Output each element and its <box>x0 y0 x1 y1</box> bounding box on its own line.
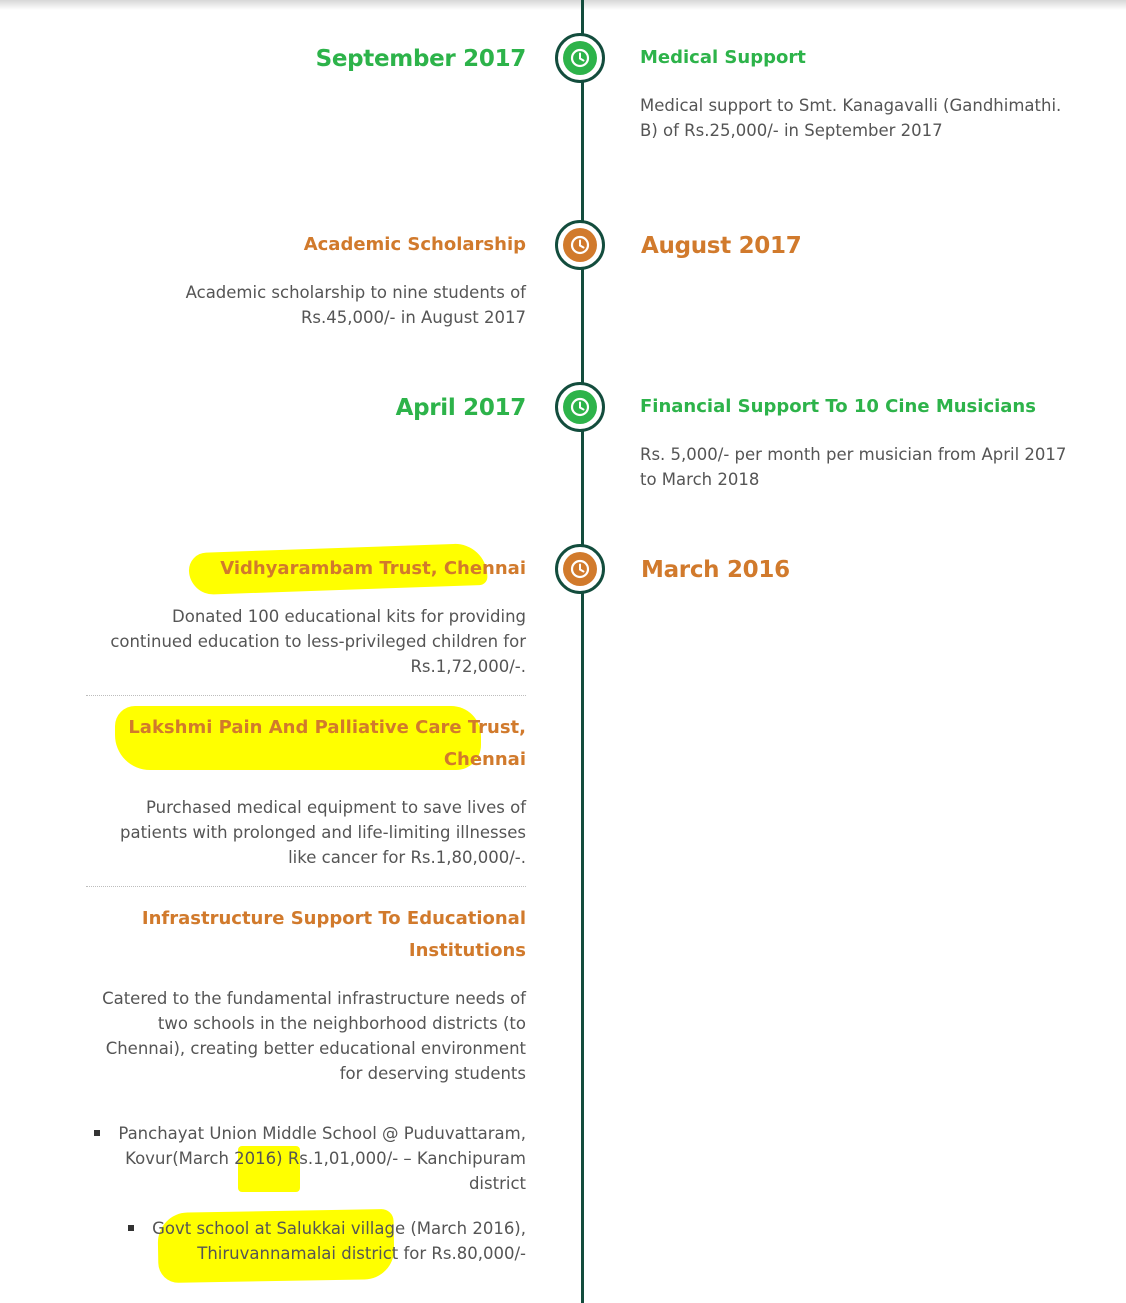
timeline-title: Academic Scholarship <box>303 234 526 255</box>
timeline-date: August 2017 <box>641 233 802 259</box>
timeline-node <box>555 382 605 432</box>
item-separator <box>86 695 526 696</box>
timeline-date: March 2016 <box>641 557 790 583</box>
item-separator <box>86 886 526 887</box>
timeline-description: Purchased medical equipment to save lives of patients with prolonged and life-limiting illnesses like cancer for Rs.1,80,000/-. <box>119 798 526 867</box>
clock-icon <box>570 397 590 417</box>
list-item-text: Panchayat Union Middle School @ Puduvattaram, Kovur(March 2016) Rs.1,01,000/- – Kanchipuram district <box>118 1124 526 1193</box>
timeline-node <box>555 33 605 83</box>
clock-icon <box>570 559 590 579</box>
timeline-node <box>555 544 605 594</box>
timeline-title: Medical Support <box>640 47 806 68</box>
timeline-title: Vidhyarambam Trust, Chennai <box>220 558 526 579</box>
timeline-date: September 2017 <box>315 46 526 72</box>
timeline-description: Catered to the fundamental infrastructure needs of two schools in the neighborhood districts (to Chennai), creating better educational environment for deserving students <box>102 989 526 1083</box>
timeline-description: Academic scholarship to nine students of Rs.45,000/- in August 2017 <box>185 283 526 327</box>
timeline-title: Financial Support To 10 Cine Musicians <box>640 396 1036 417</box>
bullet-marker <box>94 1130 100 1136</box>
timeline-date: April 2017 <box>395 395 526 421</box>
clock-icon <box>570 48 590 68</box>
list-item <box>96 1216 526 1266</box>
timeline-description: Medical support to Smt. Kanagavalli (Gandhimathi. B) of Rs.25,000/- in September 2017 <box>640 96 1062 140</box>
timeline-spine <box>581 0 584 1303</box>
clock-icon <box>570 235 590 255</box>
timeline-description: Donated 100 educational kits for providing continued education to less-privileged children for Rs.1,72,000/-. <box>110 607 526 676</box>
timeline-title: Infrastructure Support To Educational Institutions <box>141 908 526 961</box>
list-item-text: Govt school at Salukkai village (March 2016), Thiruvannamalai district for Rs.80,000/- <box>152 1219 526 1263</box>
list-item <box>86 1121 526 1196</box>
timeline-description: Rs. 5,000/- per month per musician from April 2017 to March 2018 <box>640 445 1067 489</box>
top-shadow <box>0 0 1126 10</box>
timeline-node <box>555 220 605 270</box>
bullet-marker <box>128 1225 134 1231</box>
timeline-title: Lakshmi Pain And Palliative Care Trust, Chennai <box>128 717 526 770</box>
